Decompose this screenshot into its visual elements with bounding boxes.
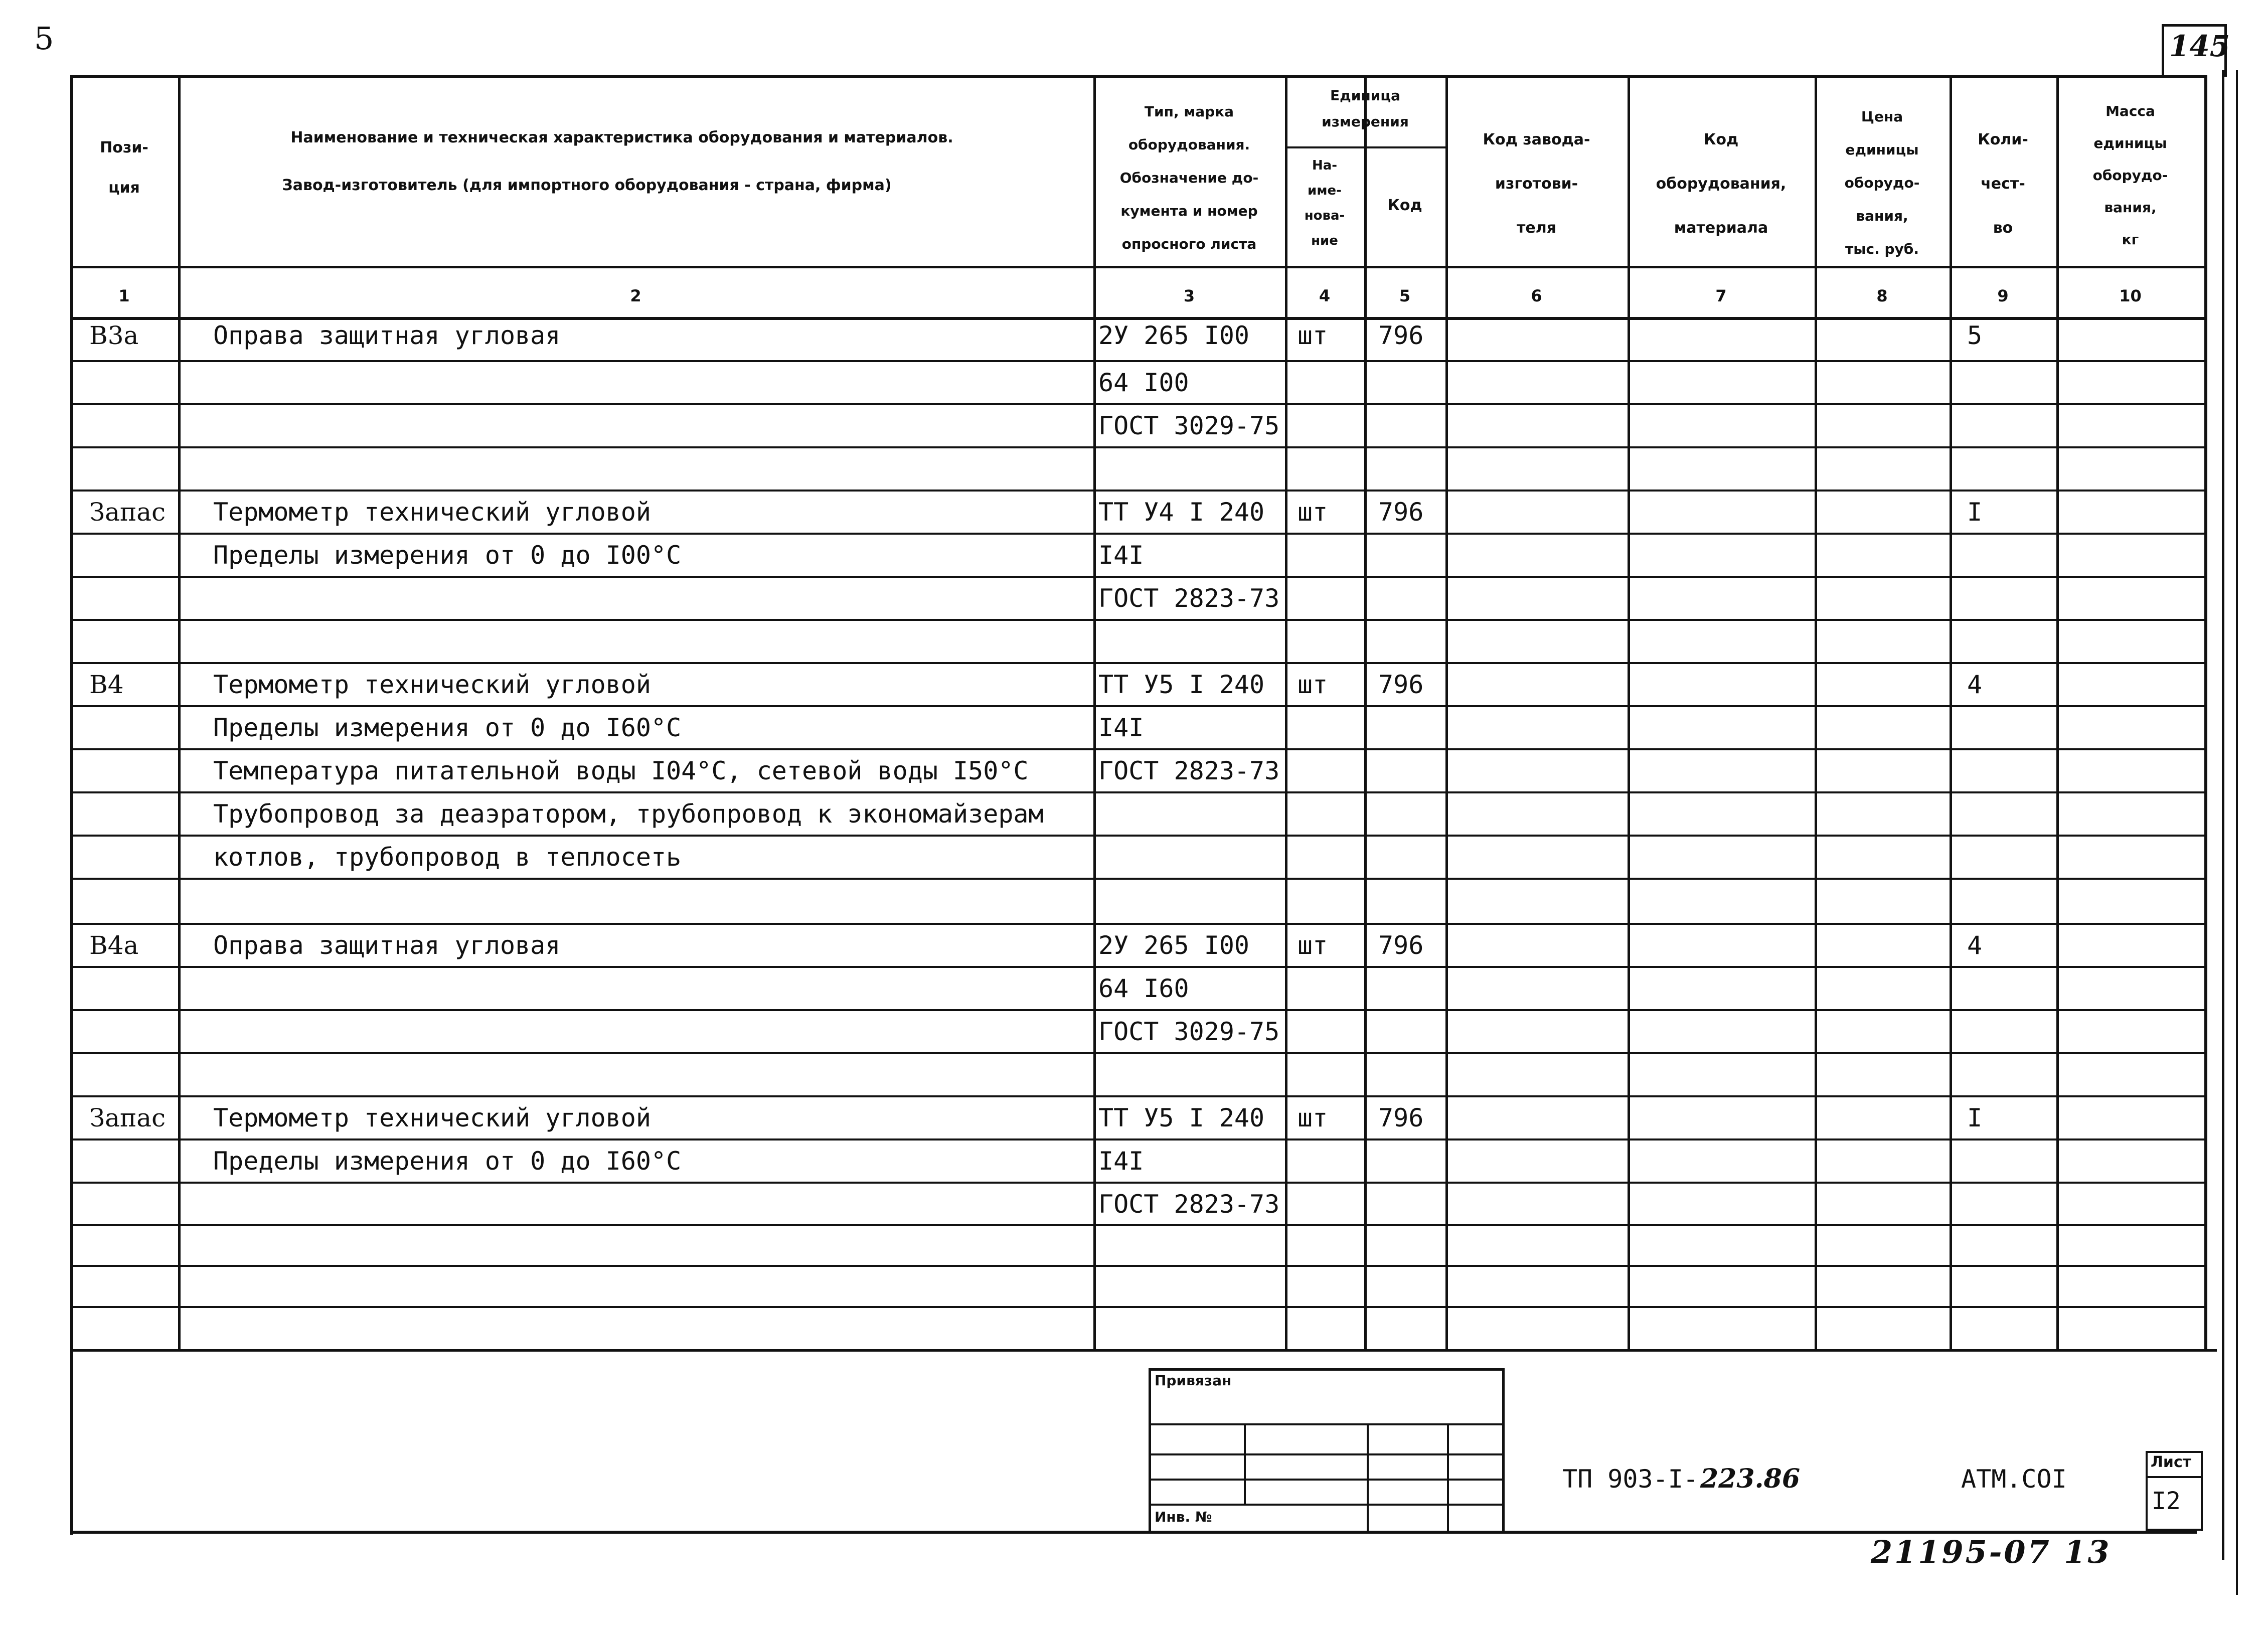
column-number: 9 — [1997, 286, 2009, 305]
name-cell: Термометр технический угловой — [213, 498, 651, 527]
header-type: кумента и номер — [1120, 203, 1258, 219]
column-divider — [1364, 75, 1367, 1349]
header-price: единицы — [1845, 141, 1919, 158]
title-block-line — [1149, 1504, 1505, 1506]
unit-cell: шт — [1298, 1103, 1328, 1132]
column-number: 10 — [2119, 286, 2142, 305]
table-border — [2204, 75, 2207, 1349]
header-type: Тип, марка — [1144, 103, 1234, 120]
header-material-code: Код — [1703, 131, 1739, 148]
title-block-line — [2201, 1451, 2203, 1531]
header-mass: единицы — [2093, 135, 2167, 151]
position-cell: Запас — [89, 1103, 166, 1132]
quantity-cell: 5 — [1967, 321, 1983, 350]
header-price: Цена — [1861, 108, 1903, 125]
type-cell: ГОСТ 2823-73 — [1098, 1190, 1280, 1219]
unit-cell: шт — [1298, 498, 1328, 527]
unit-code-cell: 796 — [1378, 321, 1424, 350]
bottom-number: 21195-07 13 — [1871, 1534, 2112, 1570]
column-number: 4 — [1319, 286, 1331, 305]
header-mass: вания, — [2104, 199, 2157, 216]
header-name: Завод-изготовитель (для импортного оборудования - страна, фирма) — [282, 177, 892, 194]
document-code-handwritten: 223.86 — [1700, 1463, 1801, 1494]
header-divider — [70, 266, 2207, 268]
unit-code-cell: 796 — [1378, 670, 1424, 699]
column-divider — [1445, 75, 1448, 1349]
sheet-number: I2 — [2152, 1487, 2181, 1515]
header-mass: кг — [2122, 231, 2139, 248]
name-cell: Оправа защитная угловая — [213, 321, 561, 350]
quantity-cell: 4 — [1967, 931, 1983, 960]
title-block-line — [1447, 1423, 1449, 1534]
column-number: 7 — [1715, 286, 1727, 305]
name-cell: Пределы измерения от 0 до I60°С — [213, 713, 682, 742]
sheet-code: АТМ.COI — [1961, 1464, 2067, 1494]
header-unit-group: измерения — [1322, 113, 1409, 130]
header-position: ция — [108, 179, 140, 197]
name-cell: Оправа защитная угловая — [213, 931, 561, 960]
name-cell: Термометр технический угловой — [213, 670, 651, 699]
name-cell: Пределы измерения от 0 до I00°С — [213, 541, 682, 570]
attached-label: Привязан — [1155, 1372, 1232, 1389]
header-position: Пози- — [100, 139, 148, 156]
name-cell: котлов, трубопровод в теплосеть — [213, 843, 682, 872]
column-number: 1 — [118, 286, 130, 305]
name-cell: Пределы измерения от 0 до I60°С — [213, 1147, 682, 1176]
unit-cell: шт — [1298, 670, 1328, 699]
header-mass: оборудо- — [2092, 167, 2168, 184]
header-type: Обозначение до- — [1119, 170, 1259, 186]
title-block-line — [1244, 1423, 1246, 1504]
column-number: 6 — [1531, 286, 1542, 305]
header-material-code: оборудования, — [1656, 175, 1787, 193]
type-cell: ГОСТ 3029-75 — [1098, 411, 1280, 440]
column-number: 3 — [1183, 286, 1195, 305]
unit-code-cell: 796 — [1378, 498, 1424, 527]
row-divider — [70, 1265, 2207, 1267]
header-quantity: во — [1993, 219, 2013, 237]
header-name: Наименование и техническая характеристика оборудования и материалов. — [290, 129, 953, 146]
name-cell: Трубопровод за деаэратором, трубопровод к экономайзерам — [213, 799, 1044, 829]
header-unit-name: На- — [1312, 158, 1338, 173]
header-quantity: Коли- — [1978, 131, 2028, 148]
name-cell: Термометр технический угловой — [213, 1103, 651, 1132]
column-number: 2 — [630, 286, 641, 305]
type-cell: 2У 265 I00 — [1098, 321, 1250, 350]
unit-cell: шт — [1298, 931, 1328, 960]
type-cell: ТТ У5 I 240 — [1098, 670, 1265, 699]
type-cell: ТТ У4 I 240 — [1098, 498, 1265, 527]
unit-code-cell: 796 — [1378, 1103, 1424, 1132]
column-divider — [2056, 75, 2059, 1349]
type-cell: ТТ У5 I 240 — [1098, 1103, 1265, 1132]
header-unit-group: Единица — [1330, 87, 1400, 104]
column-divider — [1285, 75, 1287, 1349]
header-unit-name: име- — [1308, 183, 1342, 198]
header-unit-name: ние — [1311, 233, 1338, 248]
type-cell: ГОСТ 2823-73 — [1098, 584, 1280, 613]
title-block-line — [1149, 1368, 1505, 1371]
column-number: 5 — [1399, 286, 1411, 305]
position-cell: В4а — [89, 931, 139, 960]
title-block-line — [2146, 1476, 2201, 1478]
unit-cell: шт — [1298, 321, 1328, 350]
title-block-line — [2146, 1529, 2201, 1531]
header-mass: Масса — [2105, 103, 2155, 119]
type-cell: I4I — [1098, 713, 1144, 742]
frame-border — [2222, 70, 2224, 1560]
header-price: оборудо- — [1844, 175, 1920, 191]
row-divider — [70, 1306, 2207, 1308]
type-cell: I4I — [1098, 1147, 1144, 1176]
inventory-label: Инв. № — [1155, 1509, 1212, 1525]
title-block-line — [1367, 1423, 1369, 1534]
column-number: 8 — [1876, 286, 1888, 305]
header-price: тыс. руб. — [1845, 241, 1919, 257]
header-material-code: материала — [1674, 219, 1768, 237]
title-block-line — [1149, 1368, 1151, 1534]
position-cell: Запас — [89, 498, 166, 527]
type-cell: 64 I00 — [1098, 368, 1189, 397]
column-divider — [1815, 75, 1817, 1349]
type-cell: ГОСТ 3029-75 — [1098, 1017, 1280, 1046]
name-cell: Температура питательной воды I04°С, сетевой воды I50°С — [213, 756, 1029, 785]
position-cell: В4 — [89, 670, 124, 699]
table-border — [70, 1349, 2217, 1352]
type-cell: I4I — [1098, 541, 1144, 570]
header-unit-code: Код — [1387, 197, 1422, 214]
position-cell: В3а — [89, 321, 139, 350]
unit-code-cell: 796 — [1378, 931, 1424, 960]
header-unit-name: нова- — [1304, 208, 1345, 223]
column-divider — [178, 75, 181, 1349]
header-type: опросного листа — [1121, 236, 1257, 252]
document-code: ТП 903-I- — [1562, 1464, 1698, 1494]
header-maker-code: Код завода- — [1483, 131, 1590, 148]
quantity-cell: I — [1967, 1103, 1983, 1132]
header-type: оборудования. — [1128, 136, 1250, 153]
column-divider — [1093, 75, 1096, 1349]
table-border — [70, 75, 2207, 78]
title-block-line — [1502, 1368, 1505, 1534]
type-cell: 64 I60 — [1098, 974, 1189, 1003]
quantity-cell: 4 — [1967, 670, 1983, 699]
header-price: вания, — [1856, 208, 1908, 224]
header-maker-code: изготови- — [1495, 175, 1578, 193]
sheet-stamp: 145 — [2169, 29, 2230, 63]
type-cell: 2У 265 I00 — [1098, 931, 1250, 960]
header-maker-code: теля — [1517, 219, 1556, 237]
title-block-line — [1149, 1423, 1505, 1425]
header-quantity: чест- — [1981, 175, 2025, 193]
title-block-line — [1149, 1479, 1505, 1481]
sheet-label: Лист — [2151, 1453, 2192, 1471]
quantity-cell: I — [1967, 498, 1983, 527]
column-divider — [1950, 75, 1952, 1349]
frame-border — [2236, 70, 2238, 1595]
title-block-line — [1149, 1453, 1505, 1455]
column-divider — [1628, 75, 1630, 1349]
title-block-line — [2146, 1451, 2148, 1531]
corner-mark: 5 — [34, 20, 54, 57]
header-divider — [1285, 146, 1445, 148]
title-block-line — [2146, 1451, 2201, 1453]
type-cell: ГОСТ 2823-73 — [1098, 756, 1280, 785]
